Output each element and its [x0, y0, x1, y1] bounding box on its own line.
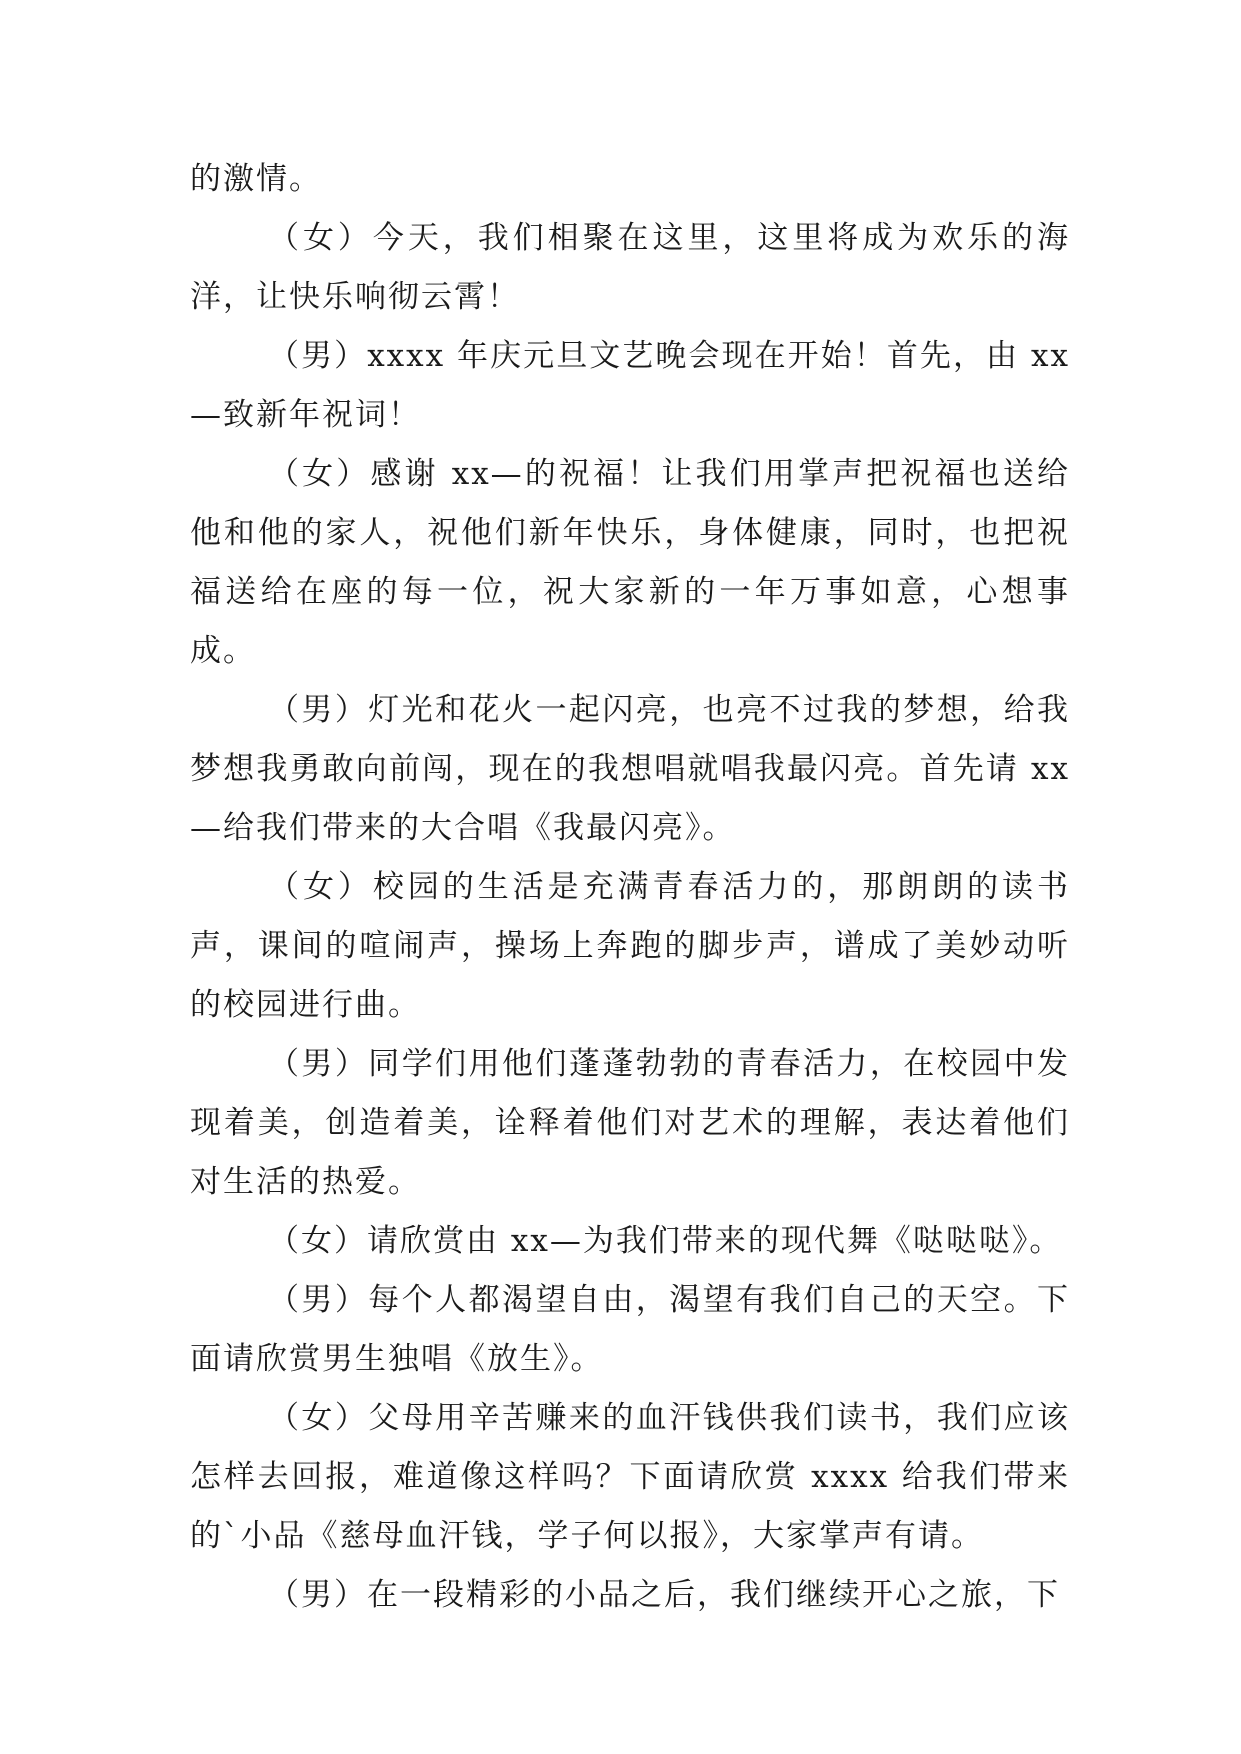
- paragraph: （男）xxxx 年庆元旦文艺晚会现在开始！首先，由 xx—致新年祝词！: [190, 338, 1070, 433]
- paragraph: （女）父母用辛苦赚来的血汗钱供我们读书，我们应该怎样去回报，难道像这样吗？下面请欣赏 xxxx 给我们带来的`小品《慈母血汗钱，学子何以报》，大家掌声有请。: [190, 1400, 1070, 1554]
- paragraph: （男）灯光和花火一起闪亮，也亮不过我的梦想，给我梦想我勇敢向前闯，现在的我想唱就唱我最闪亮。首先请 xx—给我们带来的大合唱《我最闪亮》。: [190, 692, 1070, 846]
- paragraph: （女）今天，我们相聚在这里，这里将成为欢乐的海洋，让快乐响彻云霄！: [190, 220, 1070, 315]
- paragraph: （女）感谢 xx—的祝福！让我们用掌声把祝福也送给他和他的家人，祝他们新年快乐，身体健康，同时，也把祝福送给在座的每一位，祝大家新的一年万事如意，心想事成。: [190, 456, 1070, 669]
- paragraph: 的激情。: [190, 161, 322, 197]
- paragraph: （男）在一段精彩的小品之后，我们继续开心之旅，下: [268, 1577, 1060, 1613]
- paragraph: （女）校园的生活是充满青春活力的，那朗朗的读书声，课间的喧闹声，操场上奔跑的脚步声，谱成了美妙动听的校园进行曲。: [190, 869, 1070, 1023]
- document-body: [190, 150, 1070, 1625]
- paragraph: （男）每个人都渴望自由，渴望有我们自己的天空。下面请欣赏男生独唱《放生》。: [190, 1282, 1070, 1377]
- paragraph: （女）请欣赏由 xx—为我们带来的现代舞《哒哒哒》。: [268, 1223, 1063, 1259]
- paragraph: （男）同学们用他们蓬蓬勃勃的青春活力，在校园中发现着美，创造着美，诠释着他们对艺术的理解，表达着他们对生活的热爱。: [190, 1046, 1070, 1200]
